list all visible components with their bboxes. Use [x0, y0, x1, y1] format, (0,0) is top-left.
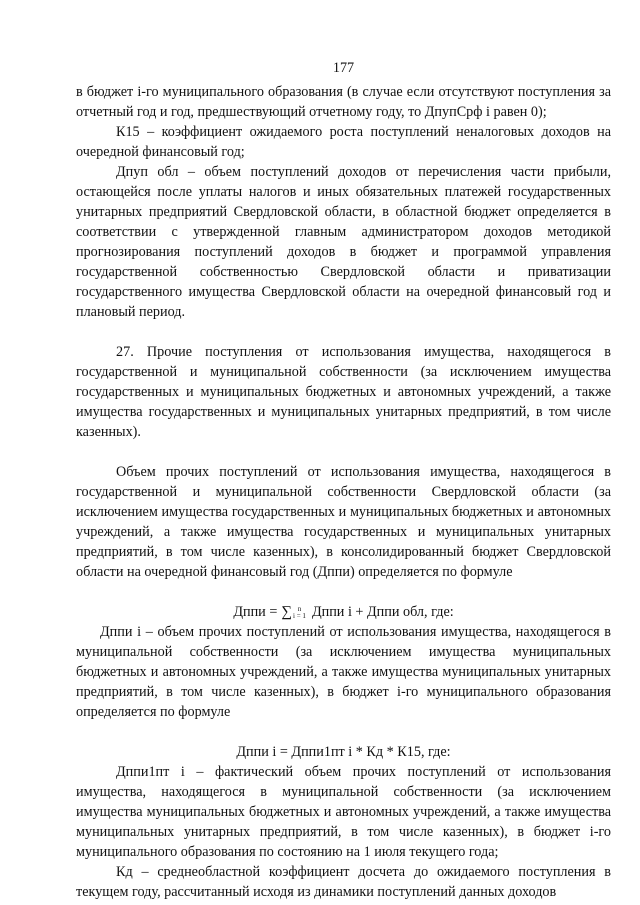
paragraph-k15-definition: К15 – коэффициент ожидаемого роста поступлений неналоговых доходов на очередной финансовый год;	[76, 124, 611, 160]
formula-dppi-i: Дппи i = Дппи1пт i * Кд * К15, где:	[236, 744, 451, 760]
formula-right: Дппи i + Дппи обл, где:	[311, 604, 454, 620]
document-page	[76, 58, 611, 902]
section-27-heading: 27. Прочие поступления от использования имущества, находящегося в государственной и муниципальной собственности (за исключением имущества государственных и муниципальных бюджетных и автономных учреждений, а также имущества государственных и муниципальных унитарных предприятий, в том числе казенных).	[76, 344, 611, 440]
paragraph-budget-continuation: в бюджет i-го муниципального образования (в случае если отсутствуют поступления за отчетный год и год, предшествующий отчетному году, то ДпупСрф i равен 0);	[76, 84, 611, 120]
sum-lower-limit: i = 1	[293, 611, 306, 620]
paragraph-dppi-description: Объем прочих поступлений от использования имущества, находящегося в государственной и муниципальной собственности Свердловской области (за исключением имущества государственных и муниципальных бюджетных и автономных учреждений, а также имущества государственных и муниципальных унитарных предприятий, в том числе казенных), в консолидированный бюджет Свердловской области на очередной финансовый год (Дппи) определяется по формуле	[76, 464, 611, 580]
spacer	[76, 442, 611, 462]
formula-left: Дппи =	[233, 604, 278, 620]
spacer	[76, 722, 611, 742]
sum-symbol: ∑	[281, 604, 293, 620]
sum-upper-limit: n	[297, 604, 302, 613]
paragraph-dppi-i-definition: Дппи i – объем прочих поступлений от использования имущества, находящегося в муниципальной собственности (за исключением имущества муниципальных бюджетных и автономных учреждений, а также имущества муниципальных унитарных предприятий, в том числе казенных), в бюджет i-го муниципального образования определяется по формуле	[76, 624, 611, 720]
spacer	[76, 322, 611, 342]
paragraph-dppi1pt-definition: Дппи1пт i – фактический объем прочих поступлений от использования имущества, находящегося в муниципальной собственности (за исключением имущества муниципальных бюджетных и автономных учреждений, а также имущества муниципальных унитарных предприятий, в том числе казенных), в бюджет i-го муниципального образования по состоянию на 1 июля текущего года;	[76, 764, 611, 860]
paragraph-dpup-obl-definition: Дпуп обл – объем поступлений доходов от перечисления части прибыли, остающейся после уплаты налогов и иных обязательных платежей государственных унитарных предприятий Свердловской области, в областной бюджет определяется в соответствии с утвержденной главным администратором доходов методикой прогнозирования поступлений доходов в бюджет и программой управления государственной собственностью Свердловской области и приватизации государственного имущества Свердловской области на очередной финансовый год и плановый период.	[76, 164, 611, 320]
paragraph-kd-definition: Кд – среднеобластной коэффициент досчета до ожидаемого поступления в текущем году, рассчитанный исходя из динамики поступлений данных доходов	[76, 864, 611, 900]
sum-icon	[281, 602, 306, 622]
spacer	[76, 582, 611, 602]
sum-limits	[293, 606, 306, 620]
page-number: 177	[332, 60, 355, 76]
formula-dppi-total	[76, 602, 611, 622]
